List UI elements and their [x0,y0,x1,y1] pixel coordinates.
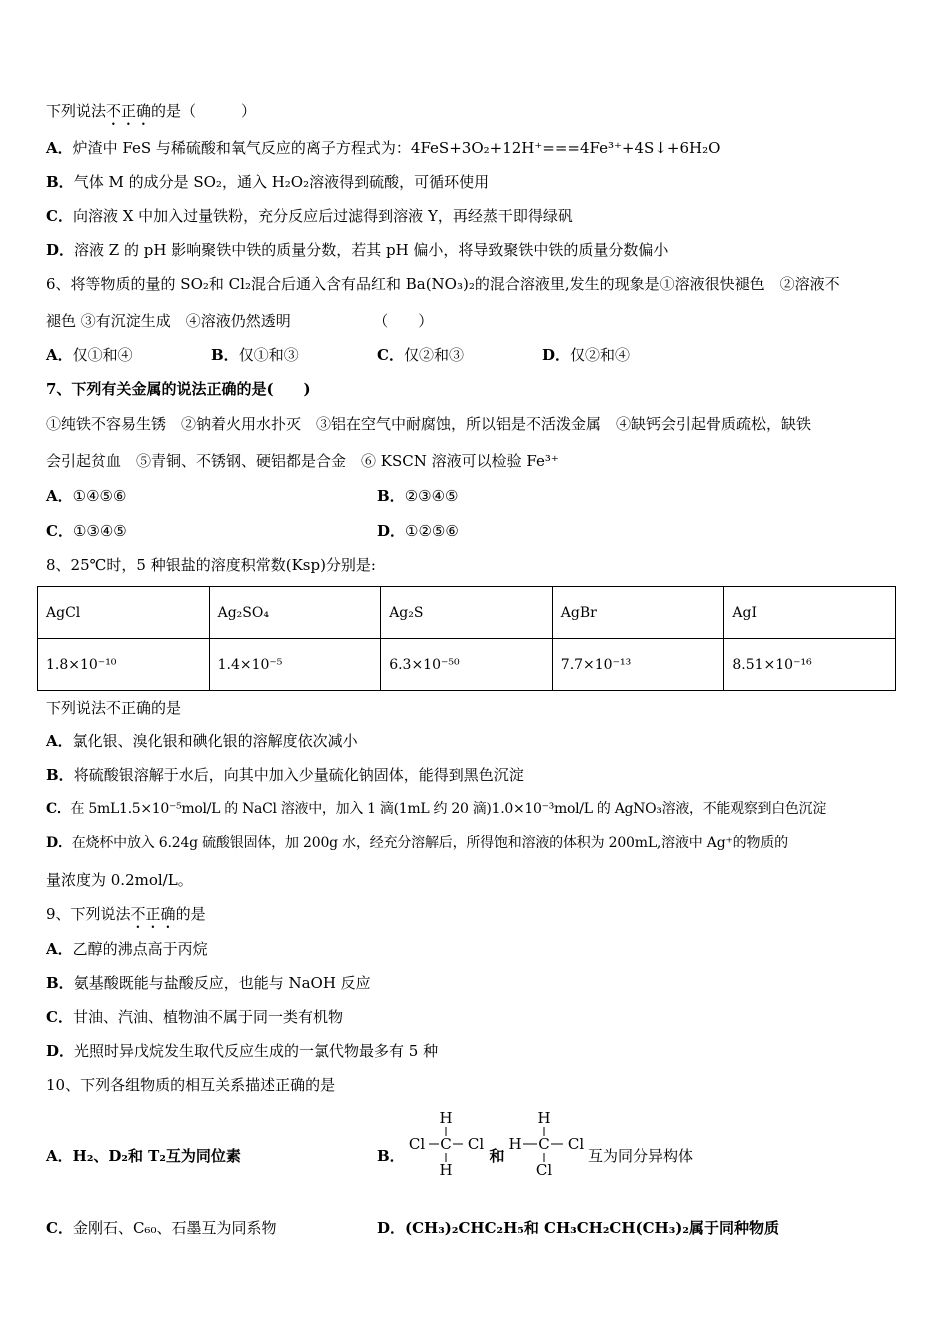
ksp-table-header-row [38,587,896,639]
q8-option-b: B．将硫酸银溶解于水后，向其中加入少量硫化钠固体，能得到黑色沉淀 [46,766,524,784]
q6-option-c: C．仅②和③ [377,346,464,364]
q9-option-c: C．甘油、汽油、植物油不属于同一类有机物 [46,1008,343,1026]
q5-option-d: D．溶液 Z 的 pH 影响聚铁中铁的质量分数，若其 pH 偏小，将导致聚铁中铁的质量分数偏小 [46,241,669,259]
q9-stem: 9、下列说法不正确的是 [46,905,206,923]
q9-option-b: B．氨基酸既能与盐酸反应，也能与 NaOH 反应 [46,974,371,992]
q10-option-a: A．H₂、D₂和 T₂互为同位素 [46,1147,241,1165]
ksp-value-agbr: 7.7×10⁻¹³ [552,639,724,691]
struct2-right: Cl [567,1135,585,1153]
q7-option-b: B．②③④⑤ [377,487,459,505]
q8-stem: 8、25℃时，5 种银盐的溶度积常数(Ksp)分别是: [46,556,376,574]
ksp-header-ag2s: Ag₂S [381,587,553,639]
q10-option-b-label: B． [377,1147,405,1165]
ksp-table-value-row [38,639,896,691]
ksp-table [37,586,896,691]
ksp-value-ag2so4: 1.4×10⁻⁵ [209,639,381,691]
struct1-right: Cl [467,1135,485,1153]
ksp-header-ag2so4: Ag₂SO₄ [209,587,381,639]
q5-stem: 下列说法不正确的是（ ） [46,102,257,120]
q9-option-d: D．光照时异戊烷发生取代反应生成的一氯代物最多有 5 种 [46,1042,439,1060]
struct2-left: H [508,1135,522,1153]
struct1-top: H [439,1109,453,1127]
dichloromethane-structure-1 [409,1109,484,1179]
ksp-value-agi: 8.51×10⁻¹⁶ [724,639,896,691]
struct1-left: Cl [408,1135,426,1153]
dichloromethane-structure-2 [508,1109,584,1179]
q7-statements-line2: 会引起贫血 ⑤青铜、不锈钢、硬铝都是合金 ⑥ KSCN 溶液可以检验 Fe³⁺ [46,452,559,470]
struct1-bottom: H [439,1161,453,1179]
ksp-header-agbr: AgBr [552,587,724,639]
q8-option-d: D．在烧杯中放入 6.24g 硫酸银固体，加 200g 水，经充分溶解后，所得饱和溶液的体积为 200mL,溶液中 Ag⁺的物质的 [46,835,788,851]
q10-option-b-text: 互为同分异构体 [588,1147,694,1165]
q10-option-c: C．金刚石、C₆₀、石墨互为同系物 [46,1219,277,1237]
struct2-top: H [537,1109,551,1127]
q7-stem: 7、下列有关金属的说法正确的是( ) [46,380,311,398]
q6-option-b: B．仅①和③ [211,346,299,364]
q8-option-c: C．在 5mL1.5×10⁻⁵mol/L 的 NaCl 溶液中，加入 1 滴(1mL 约 20 滴)1.0×10⁻³mol/L 的 AgNO₃溶液，不能观察到白色沉淀 [46,801,827,817]
q5-option-c: C．向溶液 X 中加入过量铁粉，充分反应后过滤得到溶液 Y，再经蒸干即得绿矾 [46,207,573,225]
q6-stem-line1: 6、将等物质的量的 SO₂和 Cl₂混合后通入含有品红和 Ba(NO₃)₂的混合溶液里,发生的现象是①溶液很快褪色 ②溶液不 [46,275,840,293]
struct1-center: C [440,1135,452,1153]
ksp-header-agcl: AgCl [38,587,210,639]
q6-option-a: A．仅①和④ [46,346,133,364]
q7-option-d: D．①②⑤⑥ [377,522,459,540]
q7-option-c: C．①③④⑤ [46,522,127,540]
struct2-bottom: Cl [535,1161,553,1179]
q7-option-a: A．①④⑤⑥ [46,487,127,505]
q8-option-d-cont: 量浓度为 0.2mol/L。 [46,871,193,889]
q8-option-a: A．氯化银、溴化银和碘化银的溶解度依次减小 [46,732,358,750]
q9-option-a: A．乙醇的沸点高于丙烷 [46,940,208,958]
q5-option-b: B．气体 M 的成分是 SO₂，通入 H₂O₂溶液得到硫酸，可循环使用 [46,173,490,191]
q10-option-b-structures [405,1106,595,1182]
ksp-header-agi: AgI [724,587,896,639]
struct2-center: C [538,1135,550,1153]
q6-option-d: D．仅②和④ [542,346,631,364]
q5-option-a: A．炉渣中 FeS 与稀硫酸和氧气反应的离子方程式为：4FeS+3O₂+12H⁺===4Fe³⁺+4S↓+6H₂O [46,139,721,157]
q7-statements-line1: ①纯铁不容易生锈 ②钠着火用水扑灭 ③铝在空气中耐腐蚀，所以铝是不活泼金属 ④缺钙会引起骨质疏松，缺铁 [46,415,812,433]
ksp-value-ag2s: 6.3×10⁻⁵⁰ [381,639,553,691]
q6-stem-line2: 褪色 ③有沉淀生成 ④溶液仍然透明 （ ） [46,312,434,330]
q10-option-d: D．(CH₃)₂CHC₂H₅和 CH₃CH₂CH(CH₃)₂属于同种物质 [377,1219,779,1237]
q8-substem: 下列说法不正确的是 [46,699,182,717]
q10-option-b-and: 和 [489,1147,505,1165]
q10-stem: 10、下列各组物质的相互关系描述正确的是 [46,1076,336,1094]
ksp-value-agcl: 1.8×10⁻¹⁰ [38,639,210,691]
